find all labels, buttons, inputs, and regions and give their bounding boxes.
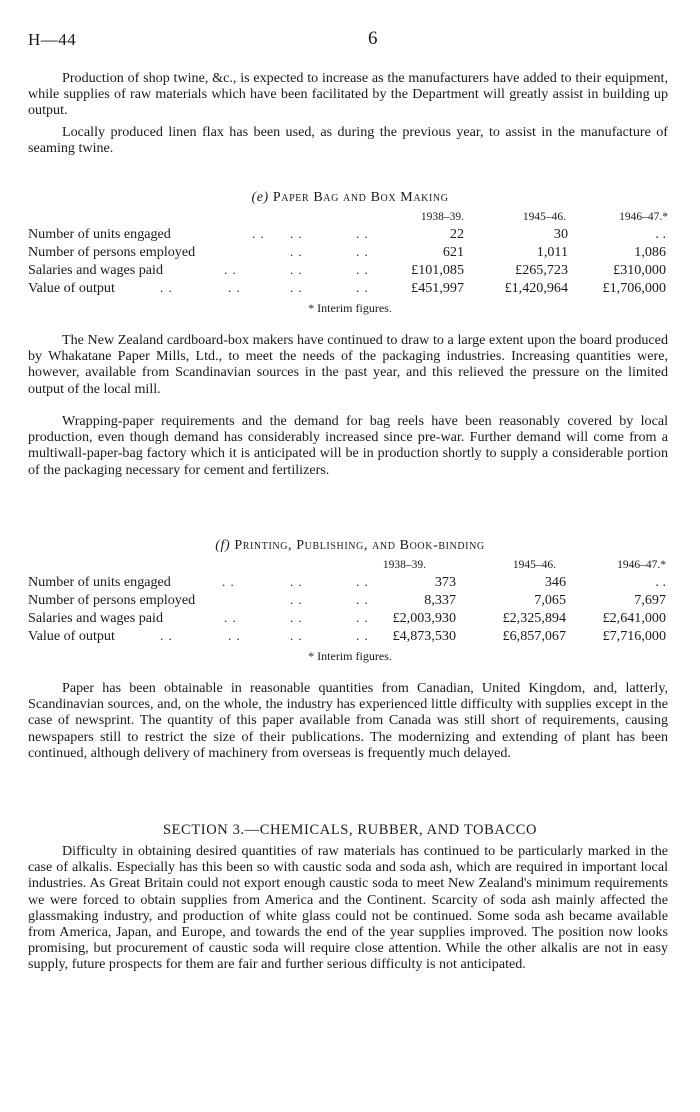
table-e-cell: 1,011 (536, 244, 568, 260)
leader-dots: . . (228, 280, 241, 295)
table-e-cell: £1,420,964 (504, 280, 568, 296)
table-e-heading: Paper Bag and Box Making (272, 190, 449, 205)
table-f-cell: £6,857,067 (502, 628, 566, 644)
table-f-row-label: Value of output (28, 628, 115, 644)
leader-dots: . . (356, 610, 369, 625)
intro-paragraph-2 (28, 124, 668, 156)
section-3-heading: SECTION 3.—CHEMICALS, RUBBER, AND TOBACCO (162, 822, 538, 838)
leader-dots: . . (290, 610, 303, 625)
page-header (28, 26, 668, 52)
leader-dots: . . (290, 262, 303, 277)
leader-dots: . . (224, 262, 237, 277)
table-f-cell: 7,065 (534, 592, 566, 608)
table-e-cell: £451,997 (411, 280, 464, 296)
leader-dots: . . (290, 280, 303, 295)
table-f-cell: 8,337 (424, 592, 456, 608)
leader-dots: . . (356, 280, 369, 295)
page-number: 6 (368, 28, 378, 49)
leader-dots: . . (228, 628, 241, 643)
intro-paragraph-1 (28, 70, 668, 119)
paper-paragraph-1 (28, 332, 668, 397)
table-f-cell: £7,716,000 (602, 628, 666, 644)
table-f-cell: 346 (544, 574, 566, 590)
table-e-year-1: 1938–39. (420, 211, 464, 223)
leader-dots: . . (252, 226, 265, 241)
leader-dots: . . (356, 244, 369, 259)
intro-paragraph-1-text: Production of shop twine, &c., is expected to increase as the manufacturers have added to their equipment, while supplies of raw materials which have been facilitated by the Department will greatly assist in building up output. (28, 70, 668, 119)
table-f-cell: £4,873,530 (392, 628, 456, 644)
table-f-title (0, 538, 700, 554)
leader-dots: . . (290, 628, 303, 643)
table-e-year-3: 1946–47.* (619, 211, 668, 223)
paper-paragraph-2-text: Wrapping-paper requirements and the demand for bag reels have been reasonably covered by local production, even though demand has considerably increased since pre-war. Further demand will come from a multiwall-paper-bag factory which it is anticipated will be in production shortly to supply a considerable portion of the packaging necessary for cement and fertilizers. (28, 413, 668, 478)
table-e-row-label: Salaries and wages paid (28, 262, 164, 278)
table-f-cell: £2,003,930 (392, 610, 456, 626)
leader-dots: . . (356, 628, 369, 643)
table-e-row-label: Number of units engaged (28, 226, 171, 242)
paper-paragraph-2 (28, 413, 668, 478)
table-f-cell: . . (655, 574, 666, 590)
leader-dots: . . (290, 592, 303, 607)
leader-dots: . . (224, 610, 237, 625)
table-f-row-label: Number of persons employed (28, 592, 196, 608)
leader-dots: . . (356, 262, 369, 277)
printing-paragraph-text: Paper has been obtainable in reasonable quantities from Canadian, United Kingdom, and, latterly, Scandinavian sources, and, on the whole, the industry has experienced little difficulty with supplies except in the case of newsprint. The quantity of this paper available from Canada was still short of requirements, causing newspapers still to restrict the size of their publications. The modernizing and extending of plant has been continued, although delivery of machinery from overseas is frequently much delayed. (28, 680, 668, 761)
table-e-row-label: Value of output (28, 280, 115, 296)
leader-dots: . . (290, 574, 303, 589)
table-f-footnote: * Interim figures. (308, 649, 392, 663)
table-f-letter: (f) (215, 538, 231, 553)
leader-dots: . . (356, 226, 369, 241)
leader-dots: . . (290, 244, 303, 259)
table-e-year-2: 1945–46. (522, 211, 566, 223)
leader-dots: . . (356, 574, 369, 589)
printing-paragraph (28, 680, 668, 761)
table-e-cell: £310,000 (613, 262, 666, 278)
table-e-cell: 621 (442, 244, 464, 260)
table-f-year-3: 1946–47.* (617, 559, 666, 571)
table-f-row-label: Number of units engaged (28, 574, 171, 590)
table-e-cell: £101,085 (411, 262, 464, 278)
table-e-footnote: * Interim figures. (308, 301, 392, 315)
table-e-letter: (e) (251, 190, 269, 205)
table-e-cell: £1,706,000 (602, 280, 666, 296)
table-f-cell: 7,697 (634, 592, 666, 608)
leader-dots: . . (356, 592, 369, 607)
table-f-cell: £2,641,000 (602, 610, 666, 626)
table-f-row-label: Salaries and wages paid (28, 610, 164, 626)
table-f-heading: Printing, Publishing, and Book-binding (234, 538, 485, 553)
table-f-year-2: 1945–46. (512, 559, 556, 571)
leader-dots: . . (160, 280, 173, 295)
leader-dots: . . (222, 574, 235, 589)
table-e-cell: 22 (449, 226, 464, 242)
section-3-paragraph-text: Difficulty in obtaining desired quantities of raw materials has continued to be particularly marked in the case of alkalis. Especially has this been so with caustic soda and soda ash, which are required in important local industries. As Great Britain could not export enough caustic soda to meet New Zealand's minimum requirements we were forced to obtain supplies from America and the Continent. Scarcity of soda ash mainly affected the glassmaking industry, and production of white glass could not be continued. Some soda ash became available from America, Japan, and Europe, and towards the end of the year supplies improved. The position now looks promising, but procurement of caustic soda will require close attention. While the other alkalis are not in easy supply, future prospects for them are fair and further serious difficulty is not anticipated. (28, 843, 668, 973)
table-e-title (0, 190, 700, 206)
table-f-year-1: 1938–39. (382, 559, 426, 571)
table-f-cell: £2,325,894 (502, 610, 566, 626)
leader-dots: . . (160, 628, 173, 643)
paper-paragraph-1-text: The New Zealand cardboard-box makers have continued to draw to a large extent upon the board produced by Whakatane Paper Mills, Ltd., to meet the needs of the packaging industries. Increasing quantities were, however, available from Scandinavian sources in the past year, and this relieved the pressure on the limited output of the local mill. (28, 332, 668, 397)
table-e-cell: 1,086 (634, 244, 666, 260)
leader-dots: . . (290, 226, 303, 241)
intro-paragraph-2-text: Locally produced linen flax has been used, as during the previous year, to assist in the manufacture of seaming twine. (28, 124, 668, 157)
section-3-paragraph (28, 843, 668, 973)
table-e-cell: . . (655, 226, 666, 242)
table-e-row-label: Number of persons employed (28, 244, 196, 260)
table-e-cell: 30 (553, 226, 568, 242)
document-reference: H—44 (28, 30, 77, 49)
table-e-cell: £265,723 (515, 262, 568, 278)
table-f-cell: 373 (434, 574, 456, 590)
